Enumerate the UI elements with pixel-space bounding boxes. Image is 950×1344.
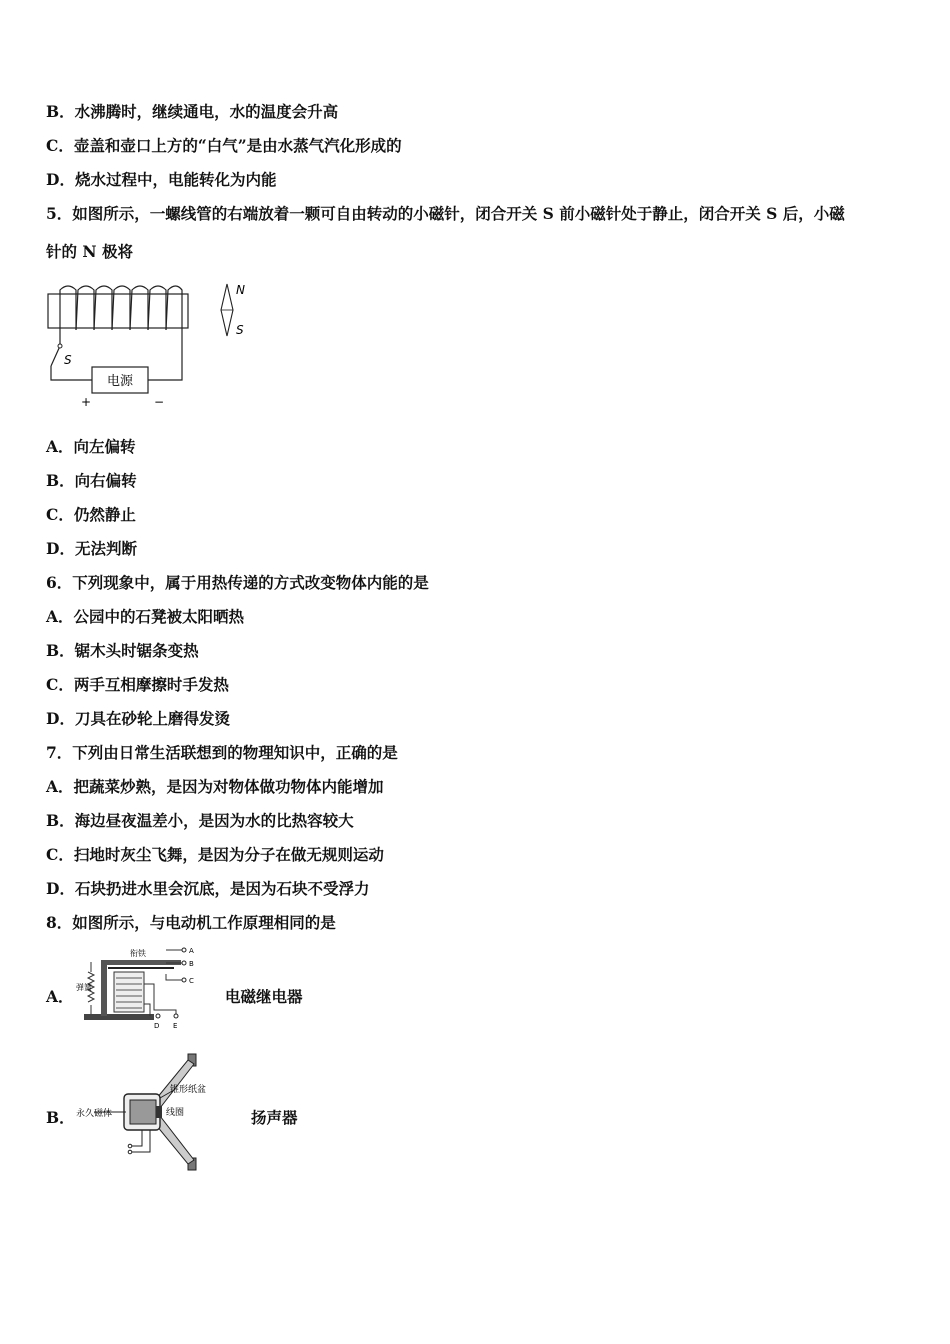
plus-terminal: + (81, 395, 92, 409)
q7-option-a: A．把蔬菜炒熟，是因为对物体做功物体内能增加 (46, 777, 384, 796)
wire-bottom-left (51, 366, 92, 380)
q5-option-d: D．无法判断 (46, 539, 137, 558)
q8-option-a-caption: 电磁继电器 (225, 987, 303, 1006)
solenoid-figure (40, 278, 270, 413)
cone-label: 锥形纸盆 (170, 1085, 207, 1095)
q4-option-b: B．水沸腾时，继续通电，水的温度会升高 (46, 102, 339, 121)
q7-stem: 7．下列由日常生活联想到的物理知识中，正确的是 (46, 743, 398, 762)
armature-label: 衔铁 (130, 949, 146, 958)
q8-stem: 8．如图所示，与电动机工作原理相同的是 (46, 913, 336, 932)
relay-frame (101, 960, 107, 1016)
switch-contact (58, 344, 62, 348)
terminal-e: E (173, 1022, 178, 1030)
spring-label: 弹簧 (76, 983, 92, 992)
q7-option-d: D．石块扔进水里会沉底，是因为石块不受浮力 (46, 879, 370, 898)
q6-option-d: D．刀具在砂轮上磨得发烫 (46, 709, 230, 728)
q5-option-c: C．仍然静止 (46, 505, 136, 524)
wire-right (148, 334, 182, 380)
coil-label: 线圈 (166, 1108, 185, 1118)
magnet-label: 永久磁体 (76, 1109, 113, 1119)
q7-option-c: C．扫地时灰尘飞舞，是因为分子在做无规则运动 (46, 845, 384, 864)
switch-blade (51, 346, 60, 366)
q8-option-b-caption: 扬声器 (251, 1108, 298, 1127)
q5-stem-line1: 5．如图所示，一螺线管的右端放着一颗可自由转动的小磁针，闭合开关 S 前小磁针处于静止，闭合开关 S 后，小磁 (46, 204, 845, 223)
q5-stem-line2: 针的 N 极将 (46, 242, 133, 261)
q4-option-d: D．烧水过程中，电能转化为内能 (46, 170, 277, 189)
relay-figure (74, 944, 214, 1030)
relay-base (84, 1014, 154, 1020)
switch-label: S (64, 353, 72, 367)
minus-terminal: − (154, 395, 165, 409)
needle-s-label: S (236, 323, 244, 337)
q5-option-a: A．向左偏转 (46, 437, 136, 456)
q6-option-a: A．公园中的石凳被太阳晒热 (46, 607, 245, 626)
terminal-a: A (189, 947, 194, 955)
terminal-c: C (189, 977, 194, 985)
q6-option-b: B．锯木头时锯条变热 (46, 641, 199, 660)
power-supply-label: 电源 (106, 374, 134, 389)
speaker-figure (74, 1052, 244, 1174)
needle-n-label: N (236, 283, 245, 297)
q6-stem: 6．下列现象中，属于用热传递的方式改变物体内能的是 (46, 573, 429, 592)
terminal-d: D (154, 1022, 160, 1030)
q5-option-b: B．向右偏转 (46, 471, 137, 490)
terminal-b: B (189, 960, 194, 968)
q8-option-b-letter: B． (46, 1108, 75, 1127)
q7-option-b: B．海边昼夜温差小，是因为水的比热容较大 (46, 811, 354, 830)
q4-option-c: C．壶盖和壶口上方的“白气”是由水蒸气汽化形成的 (46, 136, 402, 155)
q6-option-c: C．两手互相摩擦时手发热 (46, 675, 229, 694)
q8-option-a-letter: A． (46, 987, 74, 1006)
